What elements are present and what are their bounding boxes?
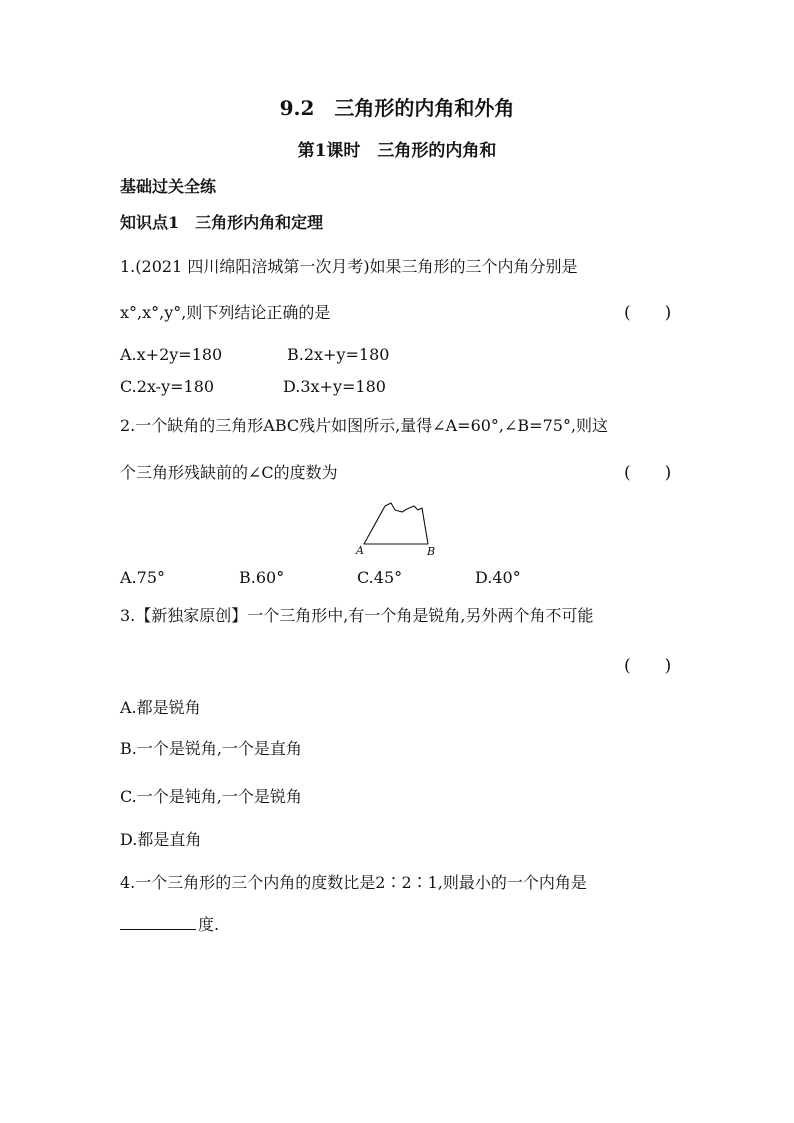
question-1-option-c: C.2x-y=180: [120, 377, 215, 396]
section-heading: 基础过关全练: [120, 177, 217, 196]
question-2-option-d: D.40°: [475, 568, 521, 587]
vertex-a-label: A: [356, 544, 364, 557]
question-2-option-b: B.60°: [239, 568, 285, 587]
question-2-option-a: A.75°: [120, 568, 165, 587]
lesson-subtitle: 第1课时 三角形的内角和: [297, 141, 497, 161]
broken-triangle-svg: [352, 496, 442, 560]
question-2-line-2: 个三角形残缺前的∠C的度数为: [120, 463, 338, 482]
question-2-option-c: C.45°: [357, 568, 403, 587]
question-2-answer-paren: ( ): [624, 463, 672, 483]
triangle-fragment-outline: [364, 503, 428, 544]
question-4-line-2: [120, 915, 219, 935]
question-4-line-1: 4.一个三角形的三个内角的度数比是2∶2∶1,则最小的一个内角是: [120, 873, 587, 892]
broken-triangle-figure: [352, 496, 442, 560]
question-2-line-1: 2.一个缺角的三角形ABC残片如图所示,量得∠A=60°,∠B=75°,则这: [120, 416, 609, 435]
answer-blank[interactable]: [120, 915, 196, 930]
question-1-line-2: x°,x°,y°,则下列结论正确的是: [120, 303, 331, 322]
question-3-answer-paren: ( ): [624, 656, 672, 676]
question-1-answer-paren: ( ): [624, 303, 672, 323]
question-3-line-1: 3.【新独家原创】一个三角形中,有一个角是锐角,另外两个角不可能: [120, 606, 594, 625]
vertex-b-label: B: [427, 545, 436, 558]
knowledge-point-heading: 知识点1 三角形内角和定理: [120, 213, 324, 232]
question-1-option-d: D.3x+y=180: [283, 377, 386, 396]
question-1-option-a: A.x+2y=180: [120, 345, 223, 364]
question-1-option-b: B.2x+y=180: [287, 345, 390, 364]
question-3-option-b: B.一个是锐角,一个是直角: [120, 739, 302, 758]
question-3-option-d: D.都是直角: [120, 830, 202, 849]
question-4-suffix: 度.: [198, 915, 220, 934]
question-3-option-c: C.一个是钝角,一个是锐角: [120, 787, 302, 806]
question-1-line-1: 1.(2021 四川绵阳涪城第一次月考)如果三角形的三个内角分别是: [120, 257, 578, 276]
question-3-option-a: A.都是锐角: [120, 698, 201, 717]
page-title: 9.2 三角形的内角和外角: [279, 96, 515, 120]
